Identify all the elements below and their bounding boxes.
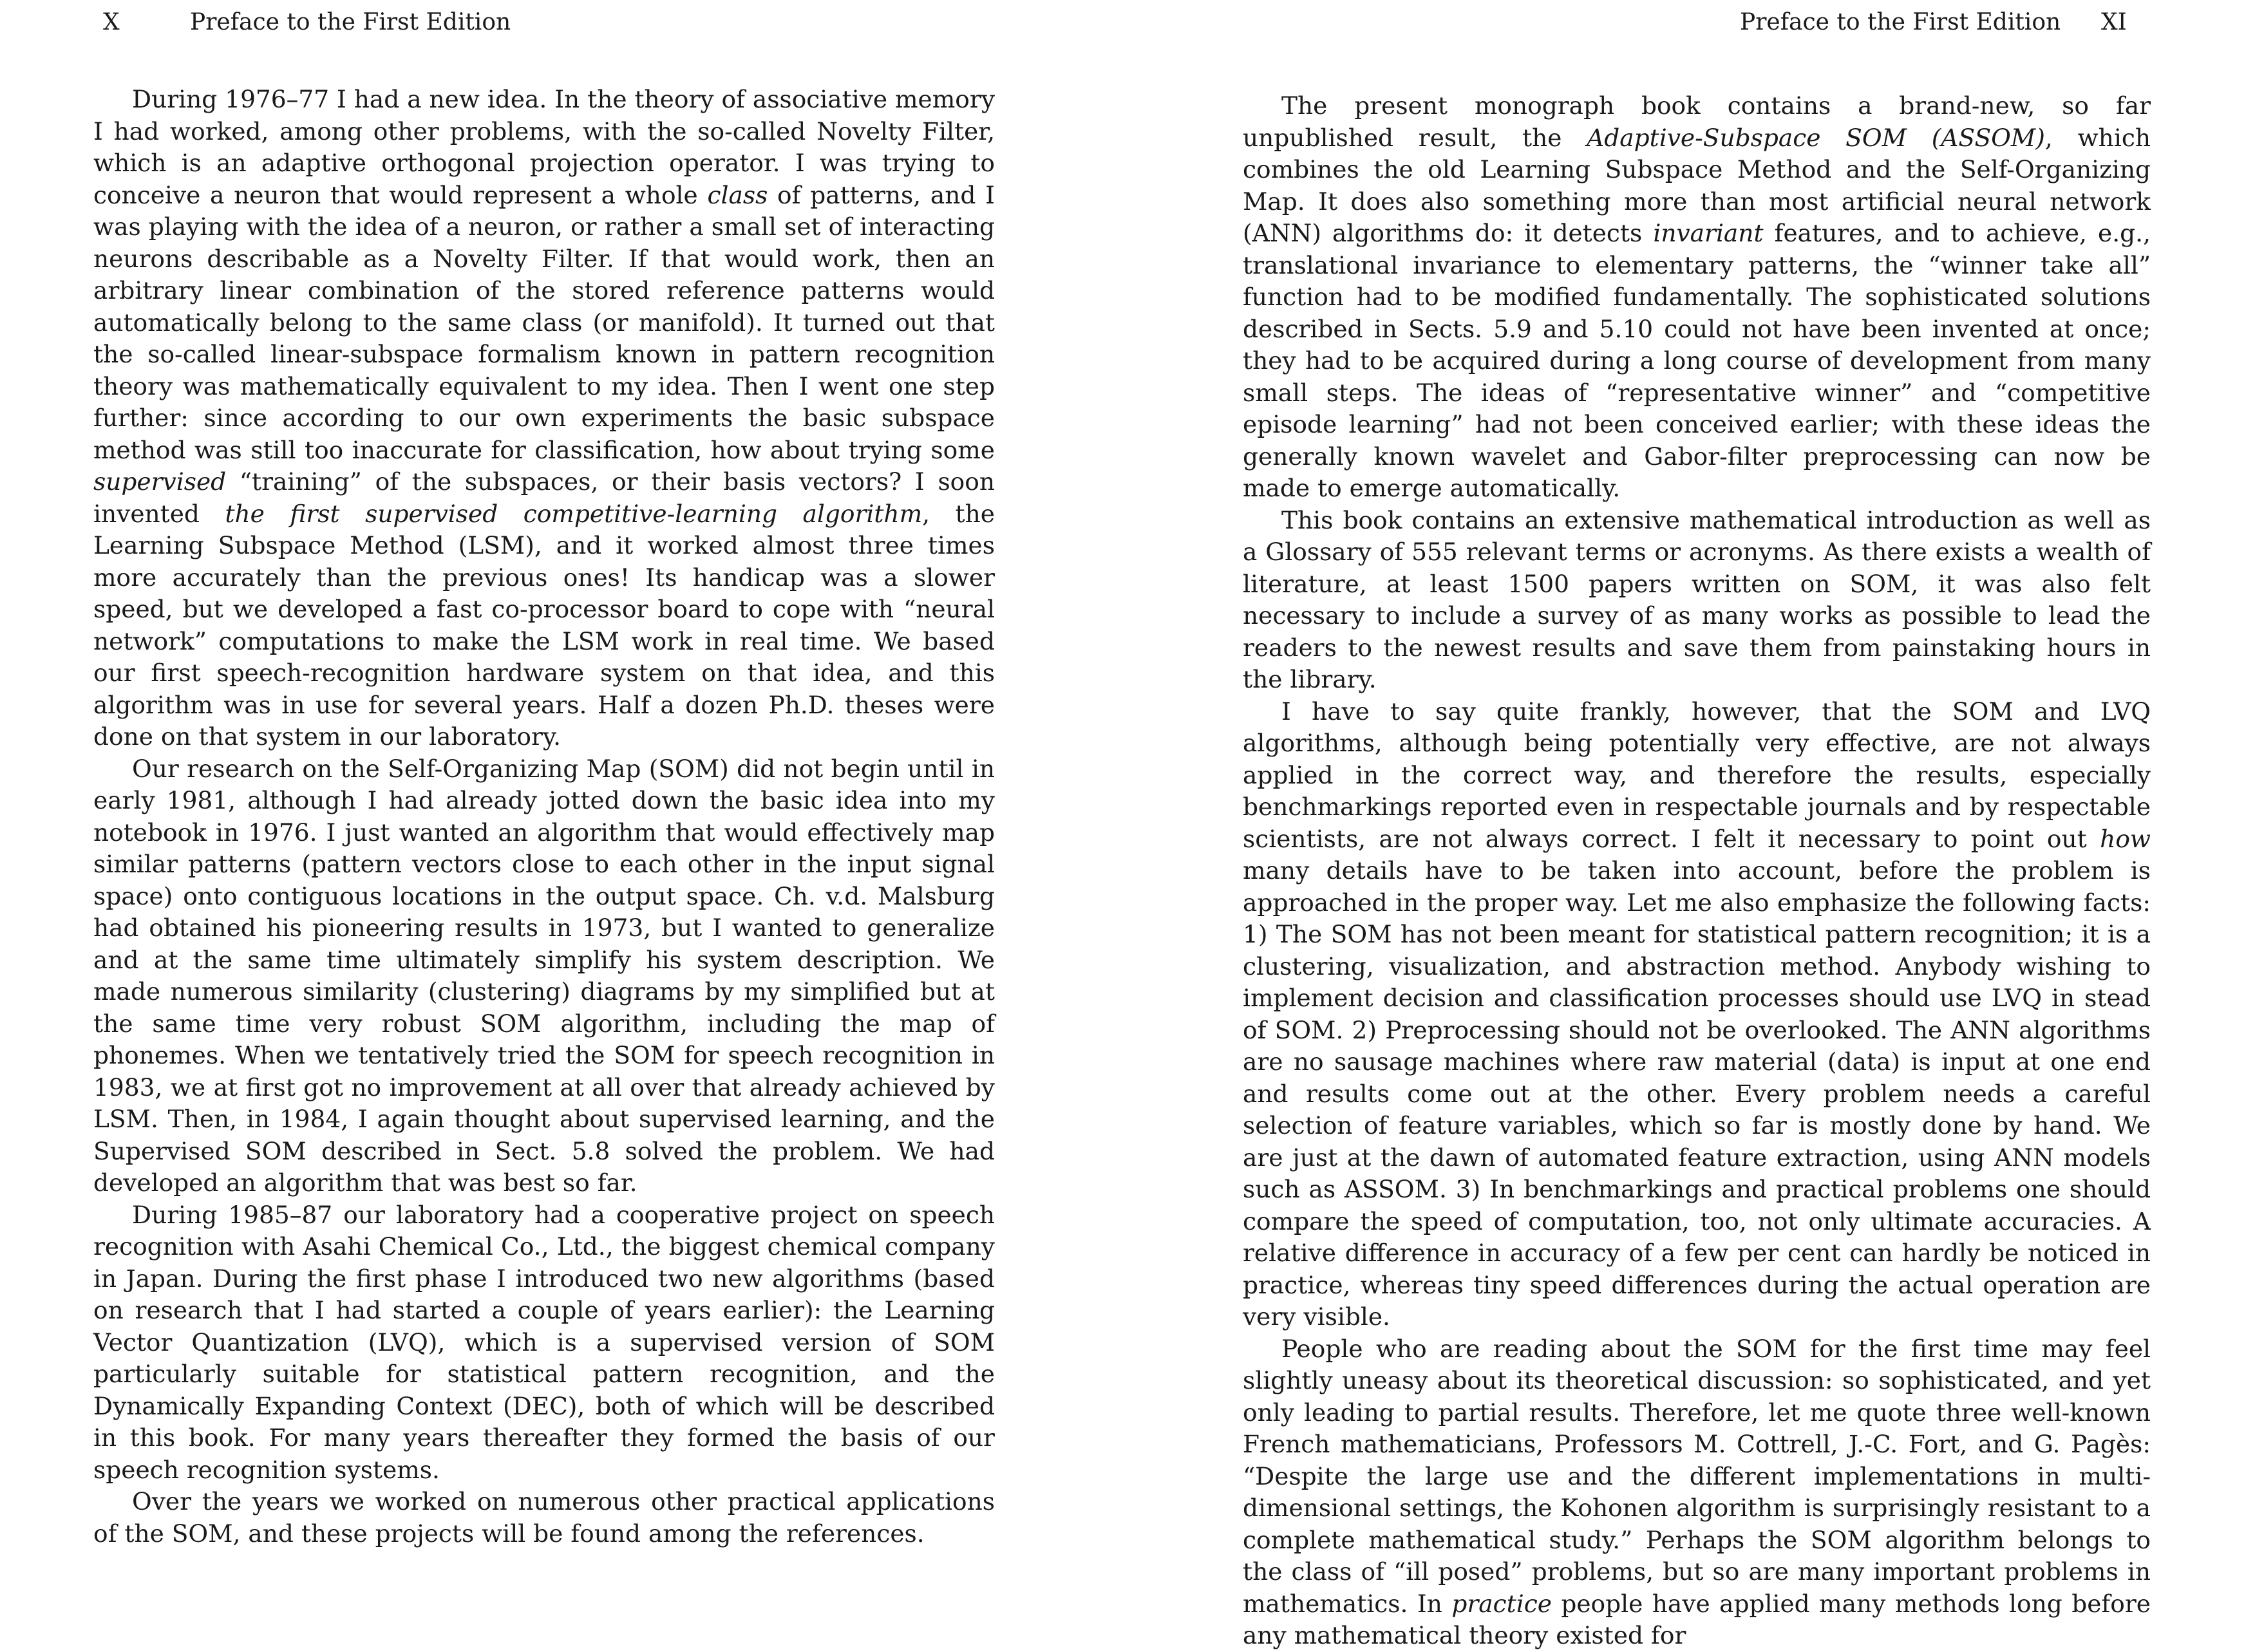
paragraph [93, 753, 995, 1199]
italic-text-run: class [707, 180, 768, 209]
text-run: People who are reading about the SOM for the first time may feel slightly uneasy about its theoretical discussion: so sophisticated, and yet only leading to partial results. Therefore, let me quote three well-known French mathematicians, Professors M. Cottrell, J.-C. Fort, and G. Pagès: “Despite the large use and the different implementations in multi-dimensional settings, the Kohonen algorithm is surprisingly resistant to a complete mathematical study.” Perhaps the SOM algorithm belongs to the class of “ill posed” problems, but so are many important problems in mathematics. In [1243, 1334, 2151, 1618]
italic-text-run: Adaptive-Subspace SOM (ASSOM) [1587, 123, 2045, 152]
italic-text-run: supervised [93, 467, 227, 496]
running-title: Preface to the First Edition [190, 9, 511, 35]
text-run: “training” of the subspaces, or their basis vectors? I soon invented [93, 467, 995, 528]
paragraph [93, 1486, 995, 1550]
italic-text-run: how [2100, 824, 2151, 853]
paragraph [1243, 696, 2151, 1333]
text-run: people have applied many methods long before any mathematical theory existed for [1243, 1589, 2151, 1649]
text-run: Our research on the Self-Organizing Map (SOM) did not begin until in early 1981, although I had already jotted down the basic idea into my notebook in 1976. I just wanted an algorithm that would effectively map similar patterns (pattern vectors close to each other in the input signal space) onto contiguous locations in the output space. Ch. v.d. Malsburg had obtained his pioneering results in 1973, but I wanted to generalize and at the same time ultimately simplify his system description. We made numerous similarity (clustering) diagrams by my simplified but at the same time very robust SOM algorithm, including the map of phonemes. When we tentatively tried the SOM for speech recognition in 1983, we at first got no improvement at all over that already achieved by LSM. Then, in 1984, I again thought about supervised learning, and the Supervised SOM described in Sect. 5.8 solved the problem. We had developed an algorithm that was best so far. [93, 754, 995, 1197]
italic-text-run: practice [1451, 1589, 1552, 1618]
paragraph [93, 84, 995, 753]
text-run: During 1985–87 our laboratory had a cooperative project on speech recognition with Asahi Chemical Co., Ltd., the biggest chemical company in Japan. During the first phase I introduced two new algorithms (based on research that I had started a couple of years earlier): the Learning Vector Quantization (LVQ), which is a supervised version of SOM particularly suitable for statistical pattern recognition, and the Dynamically Expanding Context (DEC), both of which will be described in this book. For many years thereafter they formed the basis of our speech recognition systems. [93, 1200, 995, 1484]
text-run: many details have to be taken into account, before the problem is approached in the proper way. Let me also emphasize the following facts: 1) The SOM has not been meant for statistical pattern recognition; it is a clustering, visualization, and abstraction method. Anybody wishing to implement decision and classification processes should use LVQ in stead of SOM. 2) Preprocessing should not be overlooked. The ANN algorithms are no sausage machines where raw material (data) is input at one end and results come out at the other. Every problem needs a careful selection of feature variables, which so far is mostly done by hand. We are just at the dawn of automated feature extraction, using ANN models such as ASSOM. 3) In benchmarkings and practical problems one should compare the speed of computation, too, not only ultimate accuracies. A relative difference in accuracy of a few per cent can hardly be noticed in practice, whereas tiny speed differences during the actual operation are very visible. [1243, 856, 2151, 1331]
paragraph [93, 1199, 995, 1487]
paragraph [1243, 90, 2151, 505]
text-run: , the Learning Subspace Method (LSM), and it worked almost three times more accurately than the previous ones! Its handicap was a slower speed, but we developed a fast co-processor board to cope with “neural network” computations to make the LSM work in real time. We based our first speech-recognition hardware system on that idea, and this algorithm was in use for several years. Half a dozen Ph.D. theses were done on that system in our laboratory. [93, 499, 995, 751]
text-run: features, and to achieve, e.g., translational invariance to elementary patterns, the “winner take all” function had to be modified fundamentally. The sophisticated solutions described in Sects. 5.9 and 5.10 could not have been invented at once; they had to be acquired during a long course of development from many small steps. The ideas of “representative winner” and “competitive episode learning” had not been conceived earlier; with these ideas the generally known wavelet and Gabor-filter preprocessing can now be made to emerge automatically. [1243, 219, 2151, 502]
paragraph [1243, 505, 2151, 696]
text-run: This book contains an extensive mathematical introduction as well as a Glossary of 555 relevant terms or acronyms. As there exists a wealth of literature, at least 1500 papers written on SOM, it was also felt necessary to include a survey of as many works as possible to lead the readers to the newest results and save them from painstaking hours in the library. [1243, 505, 2151, 693]
italic-text-run: the first supervised competitive-learning algorithm [225, 499, 923, 528]
text-run: During 1976–77 I had a new idea. In the theory of associative memory I had worked, among other problems, with the so-called Novelty Filter, which is an adaptive orthogonal projection operator. I was trying to conceive a neuron that would represent a whole [93, 85, 995, 209]
left-page [0, 0, 1095, 1625]
body-text [93, 84, 995, 1550]
text-run: Over the years we worked on numerous other practical applications of the SOM, and these projects will be found among the references. [93, 1487, 995, 1548]
text-run: I have to say quite frankly, however, that the SOM and LVQ algorithms, although being potentially very effective, are not always applied in the correct way, and therefore the results, especially benchmarkings reported even in respectable journals and by respectable scientists, are not always correct. I felt it necessary to point out [1243, 697, 2151, 853]
paragraph [1243, 1333, 2151, 1652]
running-title: Preface to the First Edition [1740, 9, 2061, 35]
body-text [1243, 90, 2151, 1652]
text-run: of patterns, and I was playing with the idea of a neuron, or rather a small set of interacting neurons describable as a Novelty Filter. If that would work, then an arbitrary linear combination of the stored reference patterns would automatically belong to the same class (or manifold). It turned out that the so-called linear-subspace formalism known in pattern recognition theory was mathematically equivalent to my idea. Then I went one step further: since according to our own experiments the basic subspace method was still too inaccurate for classification, how about trying some [93, 180, 995, 464]
text-run: The present monograph book contains a brand-new, so far unpublished result, the [1243, 91, 2151, 152]
right-page [1159, 0, 2255, 1649]
text-run: , which combines the old Learning Subspace Method and the Self-Organizing Map. It does also something more than most artificial neural network (ANN) algorithms do: it detects [1243, 123, 2151, 247]
italic-text-run: invariant [1653, 219, 1764, 247]
page-number: X [103, 9, 120, 35]
page-number: XI [2101, 9, 2127, 35]
